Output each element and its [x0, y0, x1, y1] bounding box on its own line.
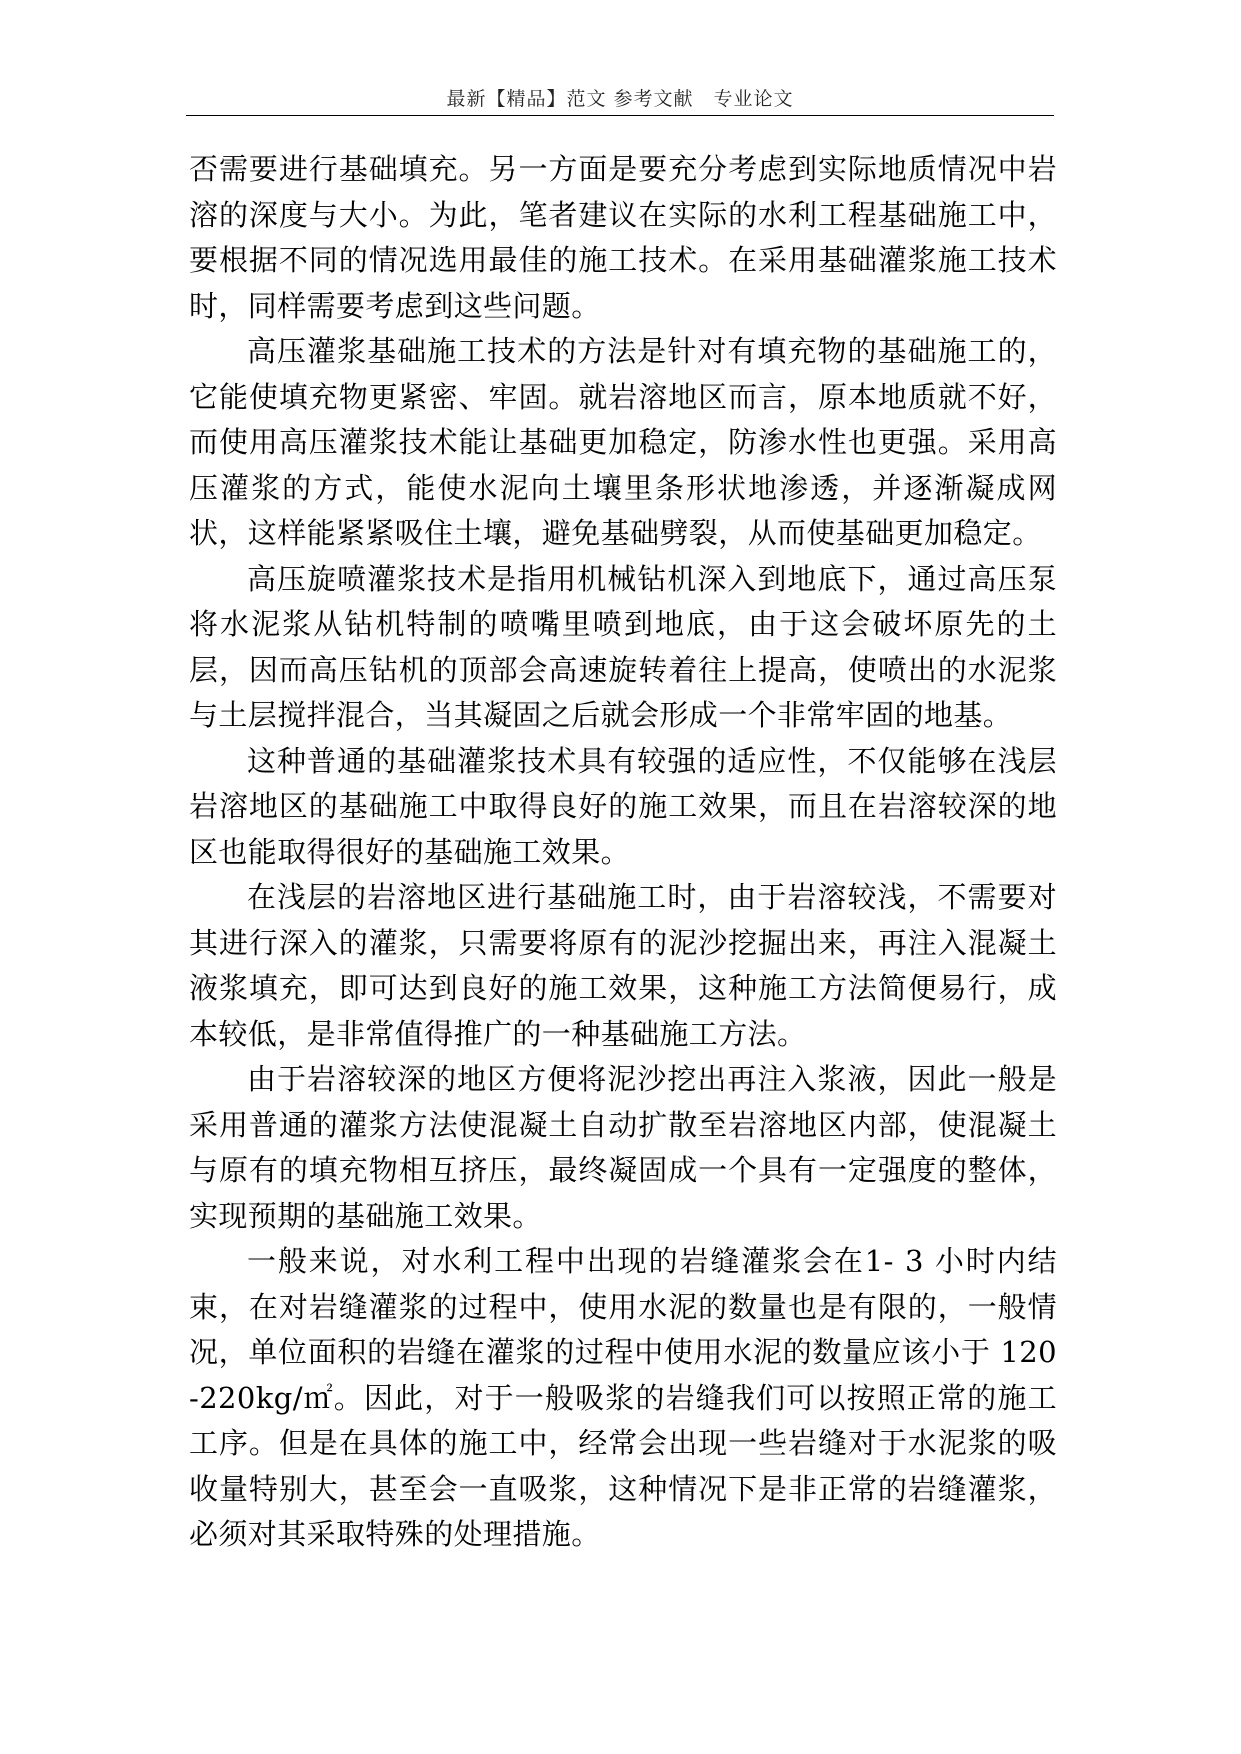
- paragraph-high-pressure-grouting: 高压灌浆基础施工技术的方法是针对有填充物的基础施工的，它能使填充物更紧密、牢固。就岩溶地区而言，原本地质就不好，而使用高压灌浆技术能让基础更加稳定，防渗水性也更强。采用高压灌浆的方式，能使水泥向土壤里条形状地渗透，并逐渐凝成网状，这样能紧紧吸住土壤，避免基础劈裂，从而使基础更加稳定。: [189, 334, 1057, 550]
- page-header: 最新【精品】范文 参考文献 专业论文: [446, 88, 794, 110]
- paragraph-continuation: 否需要进行基础填充。另一方面是要充分考虑到实际地质情况中岩溶的深度与大小。为此，笔者建议在实际的水利工程基础施工中，要根据不同的情况选用最佳的施工技术。在采用基础灌浆施工技术时，同样需要考虑到这些问题。: [189, 152, 1057, 323]
- paragraph-jet-grouting: 高压旋喷灌浆技术是指用机械钻机深入到地底下，通过高压泵将水泥浆从钻机特制的喷嘴里喷到地底，由于这会破坏原先的土层，因而高压钻机的顶部会高速旋转着往上提高，使喷出的水泥浆与土层搅拌混合，当其凝固之后就会形成一个非常牢固的地基。: [189, 561, 1057, 732]
- header-divider: [186, 115, 1054, 116]
- paragraph-ordinary-grouting: 这种普通的基础灌浆技术具有较强的适应性，不仅能够在浅层岩溶地区的基础施工中取得良好的施工效果，而且在岩溶较深的地区也能取得很好的基础施工效果。: [189, 743, 1057, 869]
- paragraph-fissure-grouting: 一般来说，对水利工程中出现的岩缝灌浆会在1- 3 小时内结束，在对岩缝灌浆的过程中，使用水泥的数量也是有限的，一般情况，单位面积的岩缝在灌浆的过程中使用水泥的数量应该小于 120-220kg/㎡。因此，对于一般吸浆的岩缝我们可以按照正常的施工工序。但是在具体的施工中，经常会出现一些岩缝对于水泥浆的吸收量特别大，甚至会一直吸浆，这种情况下是非正常的岩缝灌浆，必须对其采取特殊的处理措施。: [189, 1244, 1057, 1551]
- paragraph-shallow-karst: 在浅层的岩溶地区进行基础施工时，由于岩溶较浅，不需要对其进行深入的灌浆，只需要将原有的泥沙挖掘出来，再注入混凝土液浆填充，即可达到良好的施工效果，这种施工方法简便易行，成本较低，是非常值得推广的一种基础施工方法。: [189, 880, 1057, 1051]
- document-body: [189, 147, 1057, 1558]
- paragraph-deep-karst: 由于岩溶较深的地区方便将泥沙挖出再注入浆液，因此一般是采用普通的灌浆方法使混凝土自动扩散至岩溶地区内部，使混凝土与原有的填充物相互挤压，最终凝固成一个具有一定强度的整体，实现预期的基础施工效果。: [189, 1062, 1057, 1233]
